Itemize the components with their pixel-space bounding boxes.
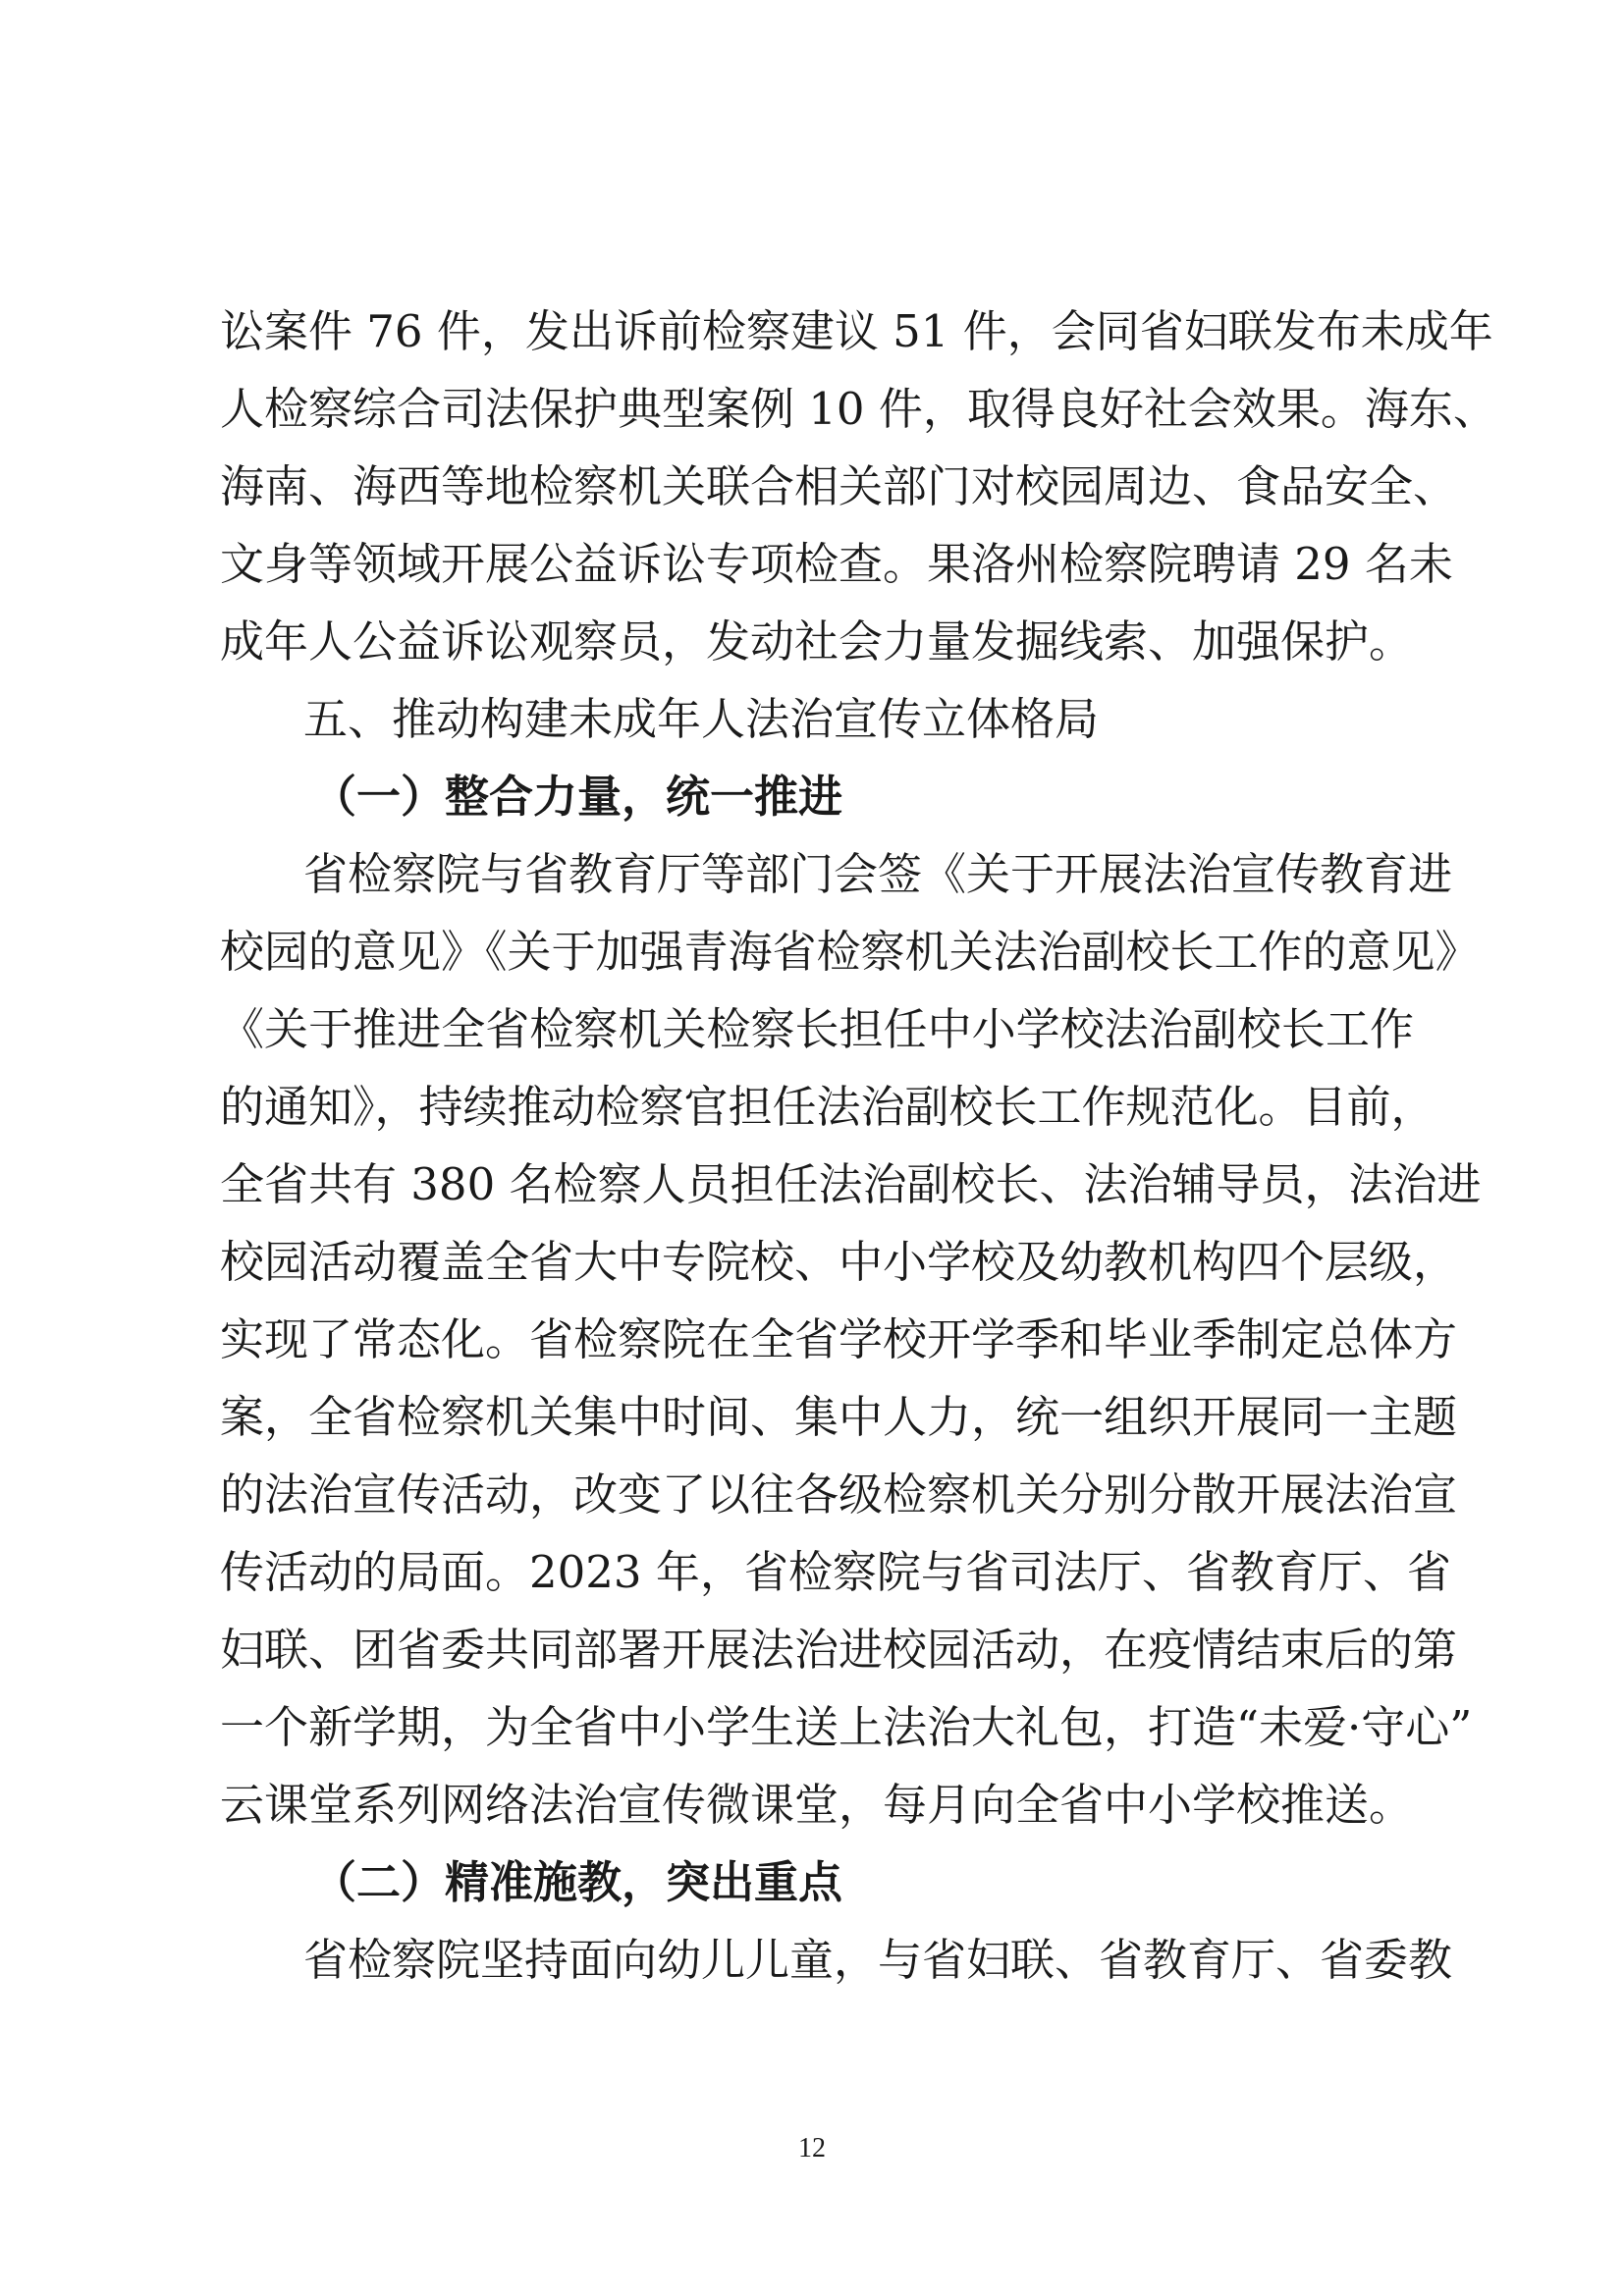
subsection-heading: （二）精准施教，突出重点 [312, 1856, 843, 1908]
paragraph-line: 讼案件 76 件，发出诉前检察建议 51 件，会同省妇联发布未成年 [220, 305, 1493, 357]
paragraph-line: 校园的意见》《关于加强青海省检察机关法治副校长工作的意见》 [220, 926, 1480, 978]
paragraph-line: 省检察院与省教育厅等部门会签《关于开展法治宣传教育进 [303, 848, 1453, 900]
paragraph-line: 的通知》，持续推动检察官担任法治副校长工作规范化。目前， [220, 1081, 1435, 1133]
paragraph-line: 文身等领域开展公益诉讼专项检查。果洛州检察院聘请 29 名未 [220, 538, 1453, 590]
paragraph-line: 成年人公益诉讼观察员，发动社会力量发掘线索、加强保护。 [220, 615, 1414, 667]
paragraph-line: 传活动的局面。2023 年，省检察院与省司法厅、省教育厅、省 [220, 1546, 1451, 1598]
subsection-heading: （一）整合力量，统一推进 [312, 771, 843, 823]
paragraph-line: 人检察综合司法保护典型案例 10 件，取得良好社会效果。海东、 [220, 383, 1497, 435]
paragraph-line: 实现了常态化。省检察院在全省学校开学季和毕业季制定总体方 [220, 1313, 1458, 1365]
paragraph-line: 的法治宣传活动，改变了以往各级检察机关分别分散开展法治宣 [220, 1468, 1458, 1521]
paragraph-line: 妇联、团省委共同部署开展法治进校园活动，在疫情结束后的第 [220, 1624, 1458, 1676]
paragraph-line: 《关于推进全省检察机关检察长担任中小学校法治副校长工作 [220, 1003, 1414, 1055]
paragraph-line: 校园活动覆盖全省大中专院校、中小学校及幼教机构四个层级， [220, 1236, 1458, 1288]
paragraph-line: 云课堂系列网络法治宣传微课堂，每月向全省中小学校推送。 [220, 1779, 1414, 1831]
paragraph-line: 省检察院坚持面向幼儿儿童，与省妇联、省教育厅、省委教 [303, 1934, 1453, 1986]
paragraph-line: 海南、海西等地检察机关联合相关部门对校园周边、食品安全、 [220, 460, 1458, 512]
paragraph-line: 全省共有 380 名检察人员担任法治副校长、法治辅导员，法治进 [220, 1158, 1482, 1210]
paragraph-line: 案，全省检察机关集中时间、集中人力，统一组织开展同一主题 [220, 1391, 1458, 1443]
section-heading: 五、推动构建未成年人法治宣传立体格局 [303, 693, 1100, 745]
page-number: 12 [798, 2133, 826, 2163]
paragraph-line: 一个新学期，为全省中小学生送上法治大礼包，打造“未爱·守心” [220, 1701, 1473, 1753]
